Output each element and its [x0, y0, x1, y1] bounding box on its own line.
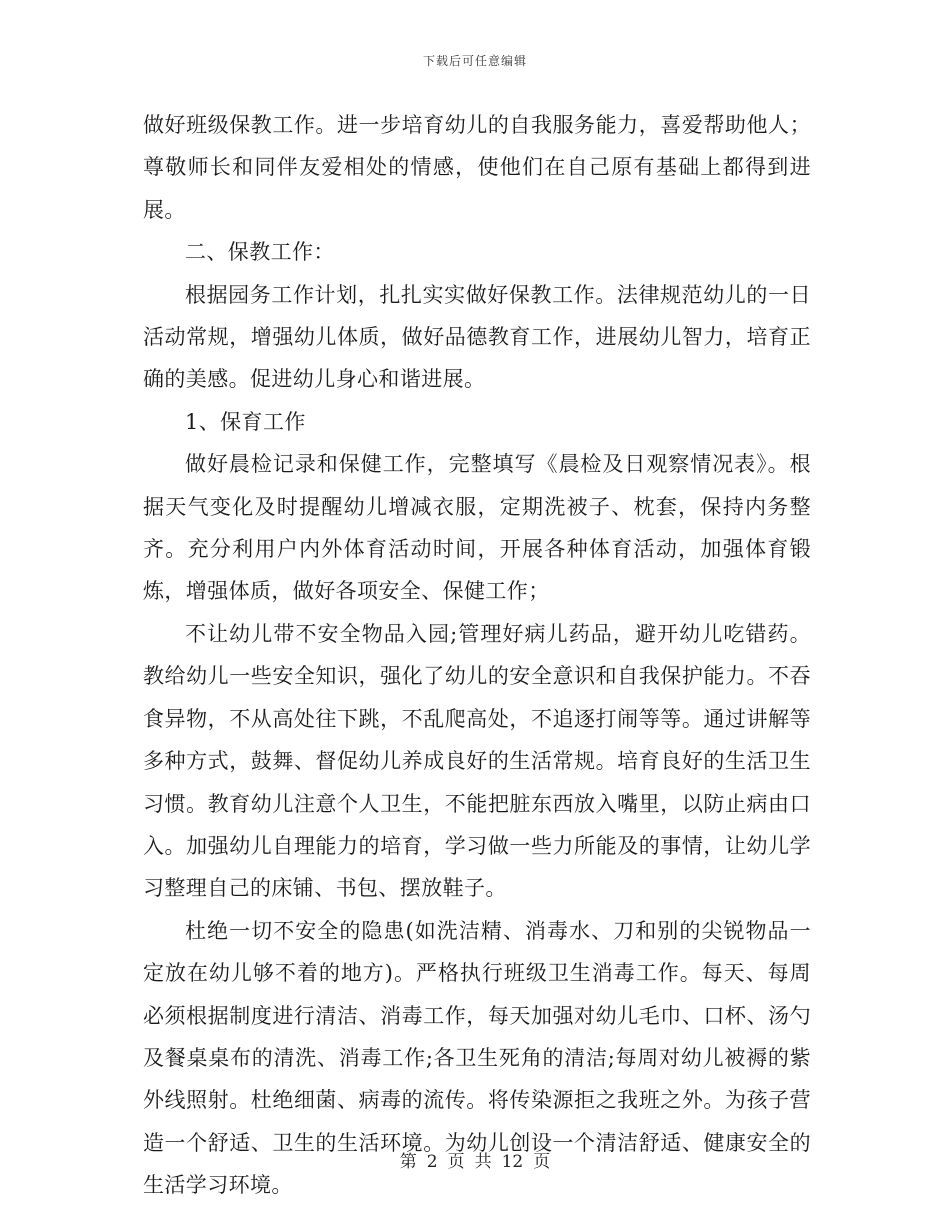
page-label-suffix: 页 [533, 1152, 551, 1172]
page-label-prefix: 第 [399, 1152, 417, 1172]
paragraph: 不让幼儿带不安全物品入园;管理好病儿药品，避开幼儿吃错药。教给幼儿一些安全知识，强化了幼儿的安全意识和自我保护能力。不吞食异物，不从高处往下跳，不乱爬高处，不追逐打闹等等。通过讲解等多种方式，鼓舞、督促幼儿养成良好的生活常规。培育良好的生活卫生习惯。教育幼儿注意个人卫生，不能把脏东西放入嘴里，以防止病由口入。加强幼儿自理能力的培育，学习做一些力所能及的事情，让幼儿学习整理自己的床铺、书包、摆放鞋子。 [143, 621, 811, 901]
total-label: 共 [474, 1152, 492, 1172]
paragraph: 杜绝一切不安全的隐患(如洗洁精、消毒水、刀和别的尖锐物品一定放在幼儿够不着的地方)。严格执行班级卫生消毒工作。每天、每周必须根据制度进行清洁、消毒工作，每天加强对幼儿毛巾、口杯、汤勺及餐桌桌布的清洗、消毒工作;各卫生死角的清洁;每周对幼儿被褥的紫外线照射。杜绝细菌、病毒的流传。将传染源拒之我班之外。为孩子营造一个舒适、卫生的生活环境。为幼儿创设一个清洁舒适、健康安全的生活学习环境。 [143, 918, 811, 1198]
paragraph: 做好晨检记录和保健工作，完整填写《晨检及日观察情况表》。根据天气变化及时提醒幼儿增减衣服，定期洗被子、枕套，保持内务整齐。充分利用户内外体育活动时间，开展各种体育活动，加强体育锻炼，增强体质，做好各项安全、保健工作； [143, 452, 811, 604]
page-number: 2 [426, 1152, 438, 1172]
subsection-heading: 1、保育工作 [185, 409, 306, 434]
page-footer [0, 1147, 950, 1172]
page-header: 下载后可任意编辑 [422, 54, 527, 68]
paragraph: 根据园务工作计划，扎扎实实做好保教工作。法律规范幼儿的一日活动常规，增强幼儿体质，做好品德教育工作，进展幼儿智力，培育正确的美感。促进幼儿身心和谐进展。 [143, 282, 811, 392]
section-heading: 二、保教工作： [185, 240, 335, 265]
page-label-mid: 页 [447, 1152, 465, 1172]
paragraph: 做好班级保教工作。进一步培育幼儿的自我服务能力，喜爱帮助他人；尊敬师长和同伴友爱相处的情感，使他们在自己原有基础上都得到进展。 [143, 113, 811, 222]
document-body [143, 104, 811, 1207]
total-pages: 12 [501, 1152, 524, 1172]
